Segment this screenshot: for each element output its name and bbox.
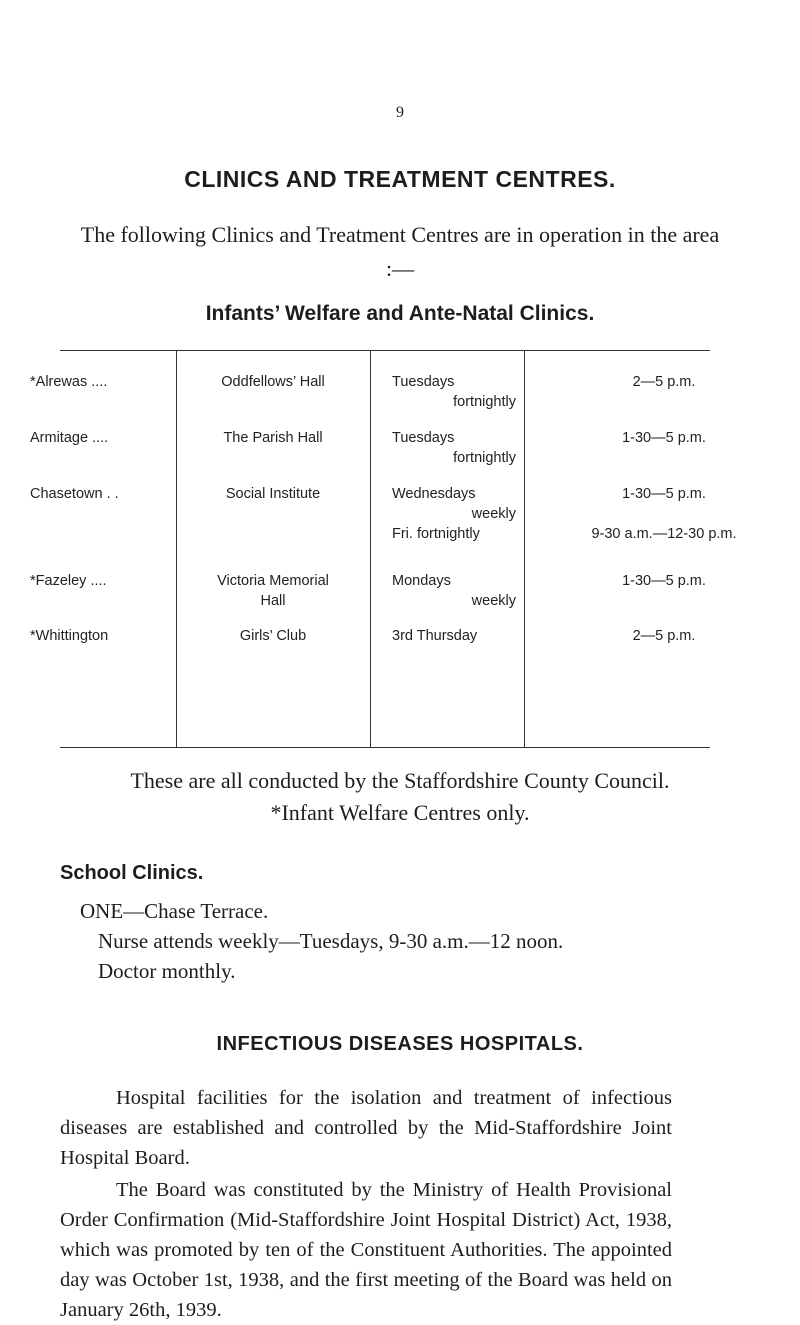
- table-cell-venue: Girls’ Club: [239, 628, 307, 644]
- column-divider: [370, 351, 371, 747]
- infectious-hospitals-heading: INFECTIOUS DISEASES HOSPITALS.: [216, 1033, 584, 1055]
- column-divider: [176, 351, 177, 747]
- table-cell-time: 2—5 p.m.: [632, 374, 696, 390]
- school-nurse-schedule: Nurse attends weekly—Tuesdays, 9-30 a.m.—12 noon.: [98, 929, 564, 953]
- table-cell-day: [392, 372, 524, 412]
- page-number: 9: [396, 104, 404, 121]
- table-cell-day: [392, 626, 524, 646]
- board-constitution-paragraph: The Board was constituted by the Ministry of Health Provisional Order Confirmation (Mid-Staffordshire Joint Hospital District) Act, 1938, which was promoted by ten of the Constituent Authorities. The appointed day was October 1st, 1938, and the first meeting of the Board was held on January 26th, 1939.: [60, 1179, 672, 1321]
- table-cell-time: 9-30 a.m.—12-30 p.m.: [591, 526, 737, 542]
- day-line: 3rd Thursday: [392, 628, 478, 644]
- intro-paragraph: The following Clinics and Treatment Centres are in operation in the area :—: [80, 222, 720, 281]
- table-cell-venue: Victoria Memorial Hall: [217, 573, 329, 609]
- table-cell-time: 2—5 p.m.: [632, 628, 696, 644]
- day-line: Tuesdays: [392, 374, 455, 390]
- table-cell-place: *Whittington: [30, 628, 109, 644]
- table-cell-day: [392, 428, 524, 468]
- table-top-rule: [60, 350, 710, 351]
- table-cell-time: 1-30—5 p.m.: [622, 486, 706, 502]
- infant-welfare-note: *Infant Welfare Centres only.: [270, 800, 530, 825]
- conducted-note: These are all conducted by the Staffordshire County Council.: [130, 768, 670, 793]
- day-line: Wednesdays: [392, 486, 476, 502]
- column-divider: [524, 351, 525, 747]
- day-line: fortnightly: [453, 394, 516, 410]
- day-line: weekly: [471, 593, 516, 609]
- table-cell-place: *Alrewas ....: [30, 374, 108, 390]
- page-title: CLINICS AND TREATMENT CENTRES.: [184, 166, 616, 192]
- infant-clinics-heading: Infants’ Welfare and Ante-Natal Clinics.: [205, 302, 595, 325]
- school-clinics-heading: School Clinics.: [60, 862, 204, 884]
- day-line: weekly: [471, 506, 516, 522]
- table-cell-place: Chasetown . .: [30, 486, 119, 502]
- table-notes: [60, 765, 740, 829]
- day-line: Fri. fortnightly: [392, 526, 480, 542]
- day-line: Tuesdays: [392, 430, 455, 446]
- table-cell-venue: Oddfellows’ Hall: [221, 374, 325, 390]
- table-cell-venue: The Parish Hall: [223, 430, 323, 446]
- school-clinic-location: ONE—Chase Terrace.: [80, 899, 269, 923]
- table-cell-time: 1-30—5 p.m.: [622, 430, 706, 446]
- school-doctor-schedule: Doctor monthly.: [98, 959, 236, 983]
- hospital-facilities-paragraph: Hospital facilities for the isolation and treatment of infectious diseases are established and controlled by the Mid-Staffordshire Joint Hospital Board.: [60, 1087, 672, 1169]
- table-bottom-rule: [60, 747, 710, 748]
- table-cell-place: *Fazeley ....: [30, 573, 107, 589]
- day-line: fortnightly: [453, 450, 516, 466]
- table-cell-venue: Social Institute: [225, 486, 321, 502]
- table-cell-place: Armitage ....: [30, 430, 109, 446]
- day-line: Mondays: [392, 573, 451, 589]
- table-cell-day: [392, 571, 524, 611]
- table-cell-day: [392, 484, 524, 544]
- table-cell-time: 1-30—5 p.m.: [622, 573, 706, 589]
